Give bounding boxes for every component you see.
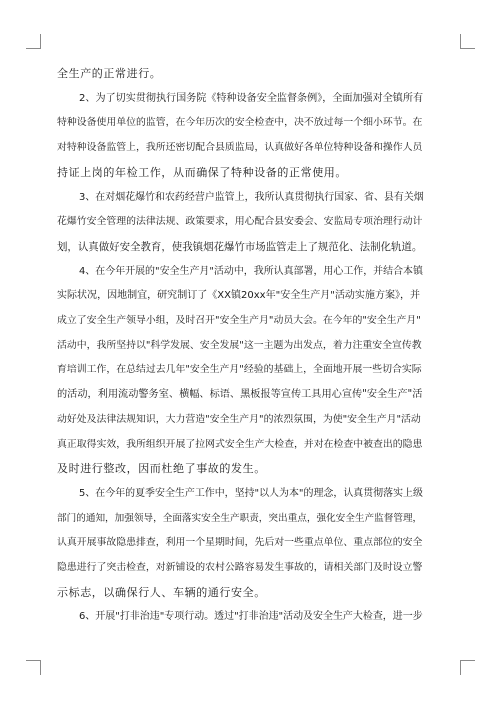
text-line: 育培训工作，在总结过去几年"安全生产月"经验的基础上，全面地开展一些切合实际 bbox=[57, 364, 422, 376]
text-line: 示标志，以确保行人、车辆的通行安全。 bbox=[57, 585, 266, 599]
text-line: 的活动，利用流动警务室、横幅、标语、黑板报等宣传工具用心宣传"安全生产"活 bbox=[57, 389, 423, 401]
paragraph-2 bbox=[57, 87, 443, 186]
text-line: 特种设备使用单位的监管，在今年历次的安全检查中，决不放过每一个细小环节。在 bbox=[57, 117, 423, 129]
text-line: 持证上岗的年检工作，从而确保了特种设备的正常使用。 bbox=[57, 165, 347, 179]
text-line: 3、在对烟花爆竹和农药经营户监管上，我所认真贯彻执行国家、省、县有关烟 bbox=[79, 191, 424, 203]
text-line: 成立了安全生产领导小组，及时召开"安全生产月"动员大会。在今年的"安全生产月" bbox=[57, 315, 421, 327]
text-line: 对特种设备监管上，我所还密切配合县质监局，认真做好各单位特种设备和操作人员 bbox=[57, 142, 423, 154]
text-line: 6、开展"打非治违"专项行动。透过"打非治违"活动及安全生产大检查，进一步 bbox=[79, 611, 423, 623]
text-line: 实际状况，因地制宜，研究制订了《XX镇20xx年"安全生产月"活动实施方案》，并 bbox=[57, 290, 421, 302]
paragraph-continuation bbox=[57, 62, 443, 87]
text-line: 全生产的正常进行。 bbox=[57, 67, 162, 80]
text-line: 隐患进行了突击检查，对新铺设的农村公路容易发生事故的，请相关部门及时设立警 bbox=[57, 562, 423, 574]
crop-mark-top-right bbox=[460, 34, 475, 49]
paragraph-5 bbox=[57, 482, 443, 606]
crop-mark-bottom-left bbox=[26, 660, 41, 675]
document-body bbox=[57, 62, 443, 630]
text-line: 2、为了切实贯彻执行国务院《特种设备安全监督条例》，全面加强对全镇所有 bbox=[79, 92, 424, 104]
text-line: 认真开展事故隐患排查，利用一个星期时间，先后对一些重点单位、重点部位的安全 bbox=[57, 537, 423, 549]
paragraph-3 bbox=[57, 186, 443, 260]
text-line: 部门的通知，加强领导，全面落实安全生产职责，突出重点，强化安全生产监督管理， bbox=[57, 512, 423, 524]
text-line: 花爆竹安全管理的法律法规、政策要求，用心配合县安委会、安监局专项治理行动计 bbox=[57, 216, 423, 228]
text-line: 真正取得实效，我所组织开展了拉网式安全生产大检查，并对在检查中被查出的隐患 bbox=[57, 438, 423, 450]
text-line: 动好处及法律法规知识，大力营造"安全生产月"的浓烈氛围，为使"安全生产月"活动 bbox=[57, 413, 421, 425]
text-line: 及时进行整改，因而杜绝了事故的发生。 bbox=[57, 462, 266, 476]
paragraph-6 bbox=[57, 605, 443, 630]
text-line: 活动中，我所坚持以"科学发展、安全发展"这一主题为出发点，着力注重安全宣传教 bbox=[57, 339, 422, 351]
crop-mark-bottom-right bbox=[460, 660, 475, 675]
text-line: 5、在今年的夏季安全生产工作中，坚持"以人为本"的理念，认真贯彻落实上级 bbox=[79, 487, 423, 499]
crop-mark-top-left bbox=[26, 34, 41, 49]
paragraph-4 bbox=[57, 260, 443, 482]
text-line: 划，认真做好安全教育，使我镇烟花爆竹市场监管走上了规范化、法制化轨道。 bbox=[57, 240, 423, 253]
text-line: 4、在今年开展的"安全生产月"活动中，我所认真部署，用心工作，并结合本镇 bbox=[79, 265, 423, 277]
